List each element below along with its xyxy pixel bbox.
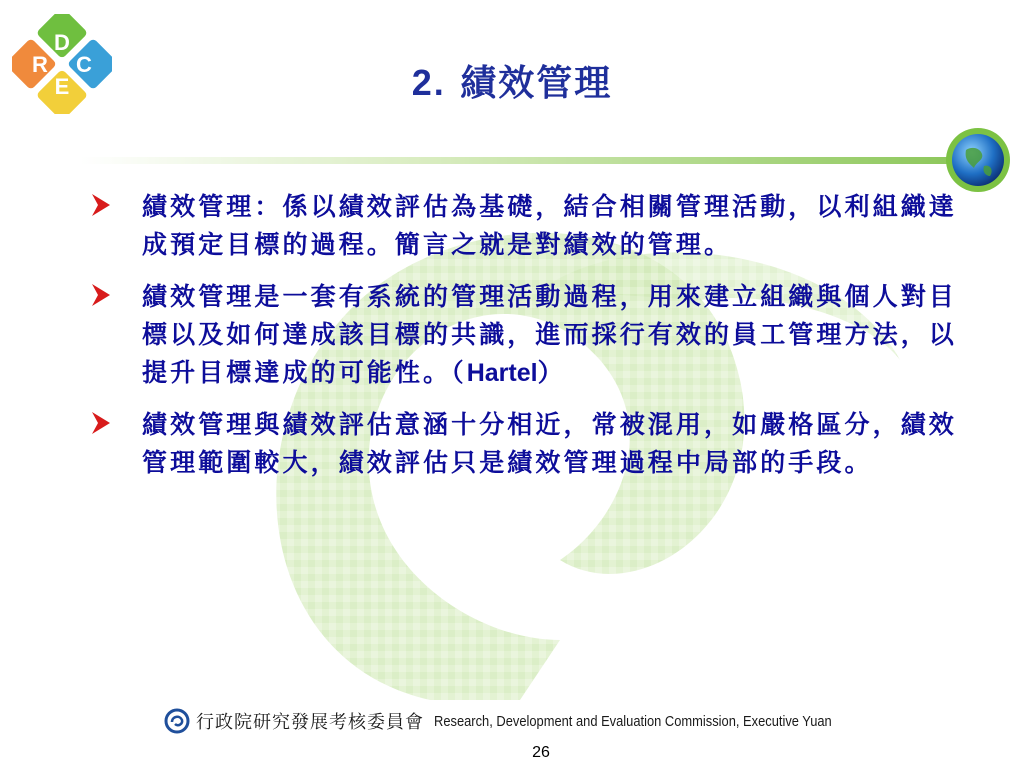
globe-icon xyxy=(944,126,1012,194)
footer-org-en: Research, Development and Evaluation Commission, Executive Yuan xyxy=(434,712,832,730)
bullet-text: 績效管理與績效評估意涵十分相近，常被混用，如嚴格區分，績效管理範圍較大，績效評估只是績效管理過程中局部的手段。 xyxy=(142,410,957,477)
bullet-list xyxy=(90,188,970,496)
logo-letter-d: D xyxy=(54,30,70,55)
logo-letter-e: E xyxy=(54,74,70,99)
citation-open: （ xyxy=(451,358,467,387)
logo-letter-r: R xyxy=(32,52,48,77)
title-text: 績效管理 xyxy=(460,62,613,104)
arrow-bullet-icon xyxy=(90,410,112,436)
bullet-item xyxy=(90,406,970,482)
citation-close: ） xyxy=(537,358,566,387)
page-number: 26 xyxy=(532,744,550,761)
bullet-item xyxy=(90,188,970,264)
arrow-bullet-icon xyxy=(90,282,112,308)
title-number: 2. xyxy=(411,62,446,103)
bullet-body: 績效管理是一套有系統的管理活動過程，用來建立組織與個人對目標以及如何達成該目標的共識，進而採行有效的員工管理方法，以提升目標達成的可能性。 xyxy=(142,282,957,387)
footer xyxy=(164,706,896,736)
footer-org-zh: 行政院研究發展考核委員會 xyxy=(196,712,424,733)
rdec-seal-icon xyxy=(164,708,190,734)
arrow-bullet-icon xyxy=(90,192,112,218)
title-divider xyxy=(0,150,1024,170)
page-title xyxy=(0,55,1024,106)
citation: Hartel xyxy=(466,359,538,387)
bullet-text: 績效管理：係以績效評估為基礎，結合相關管理活動，以利組織達成預定目標的過程。簡言之就是對績效的管理。 xyxy=(142,192,957,259)
logo-letter-c: C xyxy=(76,52,92,77)
bullet-item xyxy=(90,278,970,392)
bullet-text xyxy=(142,278,970,392)
